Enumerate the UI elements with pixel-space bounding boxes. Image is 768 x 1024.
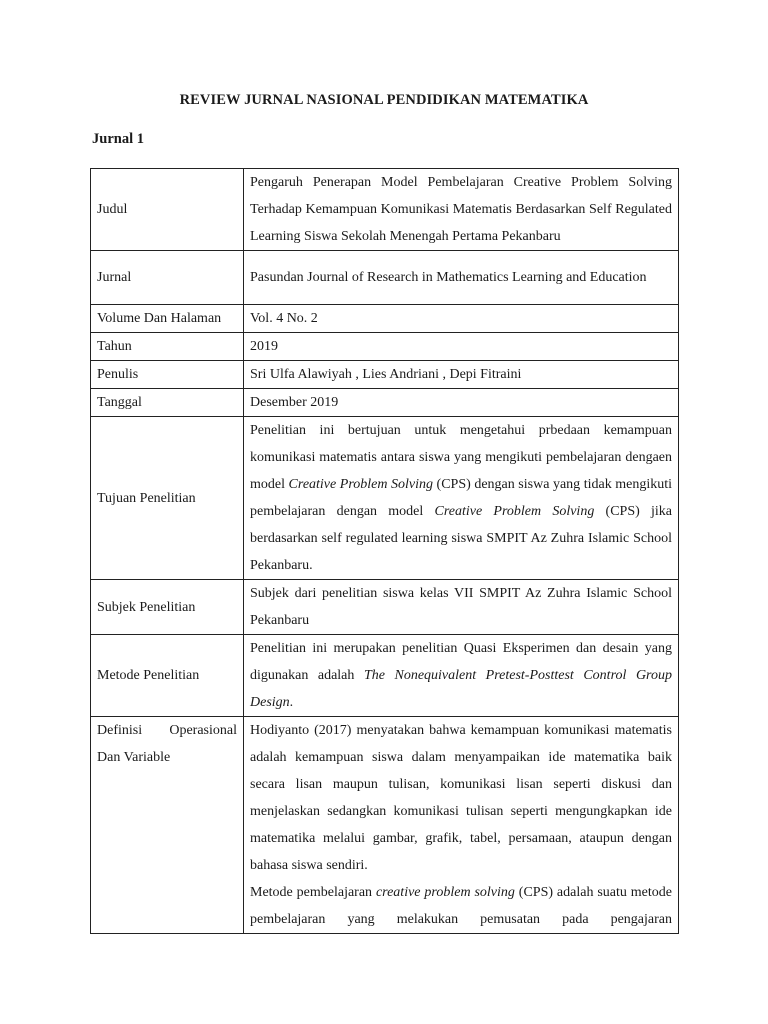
table-row-jurnal [91,251,679,305]
label-definisi-line-2: Dan Variable [97,750,171,765]
value-penulis: Sri Ulfa Alawiyah , Lies Andriani , Depi Fitraini [244,361,679,389]
tujuan-text-3: (CPS) jika berdasarkan self regulated learning siswa SMPIT Az Zuhra Islamic School Pekanbaru. [250,504,673,573]
metode-italic-1: The Nonequivalent Pretest-Posttest Control Group Design [250,668,672,710]
table-row-tanggal [91,389,679,417]
definisi-p2-italic: creative problem solving [375,885,515,900]
label-tahun: Tahun [91,333,244,361]
metode-text-2: . [289,695,294,710]
definisi-paragraph-1: Hodiyanto (2017) menyatakan bahwa kemampuan komunikasi matematis adalah kemampuan siswa dalam menyampaikan ide matematika baik secara lisan maupun tulisan, komunikasi lisan seperti diskusi dan menjelaskan sedangkan komunikasi tulisan seperti mengungkapkan ide matematika melalui gambar, grafik, tabel, persamaan, ataupun dengan bahasa siswa sendiri. [250,723,672,873]
label-tanggal: Tanggal [91,389,244,417]
document-title: REVIEW JURNAL NASIONAL PENDIDIKAN MATEMATIKA [179,92,589,108]
table-row-definisi [91,717,679,934]
value-jurnal: Pasundan Journal of Research in Mathematics Learning and Education [244,251,679,305]
label-penulis: Penulis [91,361,244,389]
label-tujuan: Tujuan Penelitian [91,417,244,580]
value-metode [244,635,679,717]
definisi-p2-text-2: (CPS) adalah suatu metode pembelajaran yang melakukan pemusatan pada pengajaran [250,885,672,927]
tujuan-text-2: (CPS) dengan siswa yang tidak mengikuti pembelajaran dengan model [250,477,673,519]
table-row-tahun [91,333,679,361]
table-row-volume [91,305,679,333]
value-definisi [244,717,679,934]
table-row-penulis [91,361,679,389]
label-definisi [91,717,244,934]
label-subjek: Subjek Penelitian [91,580,244,635]
label-volume: Volume Dan Halaman [91,305,244,333]
definisi-paragraph-2 [250,879,672,933]
value-subjek: Subjek dari penelitian siswa kelas VII SMPIT Az Zuhra Islamic School Pekanbaru [244,580,679,635]
table-row-tujuan [91,417,679,580]
value-tanggal: Desember 2019 [244,389,679,417]
tujuan-italic-1: Creative Problem Solving [288,477,434,492]
table-row-subjek [91,580,679,635]
label-judul: Judul [91,169,244,251]
label-metode: Metode Penelitian [91,635,244,717]
value-judul: Pengaruh Penerapan Model Pembelajaran Creative Problem Solving Terhadap Kemampuan Komunikasi Matematis Berdasarkan Self Regulated Learning Siswa Sekolah Menengah Pertama Pekanbaru [244,169,679,251]
tujuan-text-1: Penelitian ini bertujuan untuk mengetahui prbedaan kemampuan komunikasi matematis antara siswa yang mengikuti pembelajaran dengaen model [250,423,672,492]
table-row-judul [91,169,679,251]
label-jurnal: Jurnal [91,251,244,305]
section-heading: Jurnal 1 [92,131,144,147]
value-tahun: 2019 [244,333,679,361]
value-volume: Vol. 4 No. 2 [244,305,679,333]
value-tujuan [244,417,679,580]
tujuan-italic-2: Creative Problem Solving [434,504,595,519]
table-row-metode [91,635,679,717]
review-table [90,168,679,934]
definisi-p2-text-1: Metode pembelajaran [250,885,376,900]
metode-text-1: Penelitian ini merupakan penelitian Quasi Eksperimen dan desain yang digunakan adalah [250,641,672,683]
label-definisi-line-1: Definisi Operasional [97,723,237,738]
